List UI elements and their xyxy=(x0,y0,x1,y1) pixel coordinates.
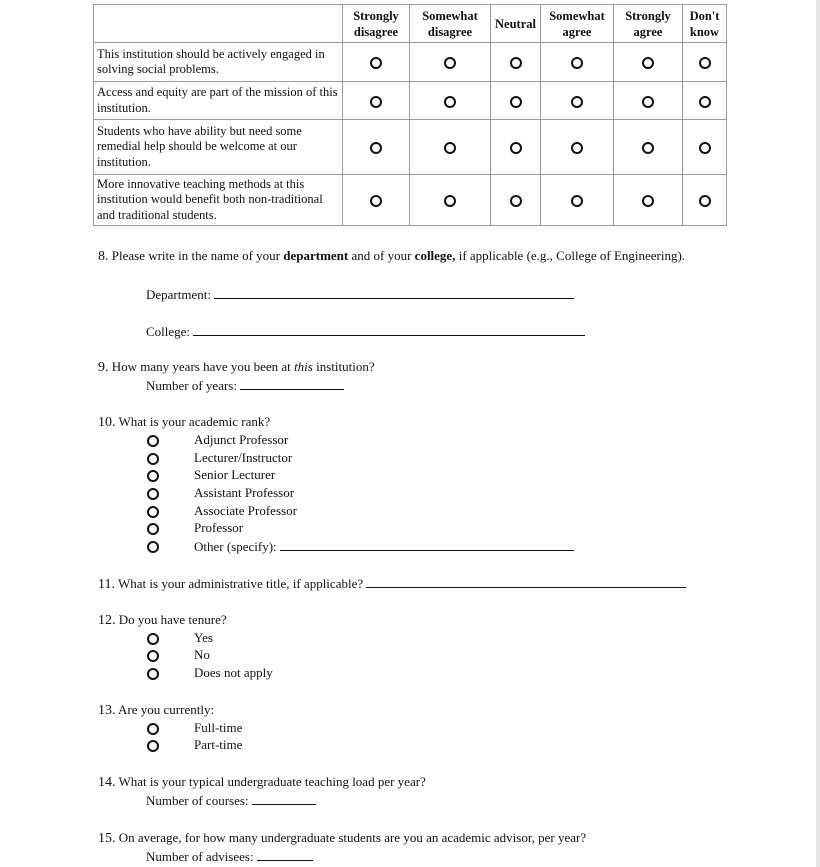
option-label: Does not apply xyxy=(194,665,273,680)
radio-strongly-disagree[interactable] xyxy=(370,142,382,154)
option-label: Assistant Professor xyxy=(194,485,295,500)
radio-neutral[interactable] xyxy=(510,195,522,207)
question-number: 14. xyxy=(98,775,116,790)
radio-button[interactable] xyxy=(147,470,159,482)
question-text: Are you currently: xyxy=(118,702,215,717)
question-10 xyxy=(98,414,270,431)
radio-button[interactable] xyxy=(147,453,159,465)
courses-label: Number of courses: xyxy=(146,793,249,808)
radio-strongly-disagree[interactable] xyxy=(370,57,382,69)
department-label: Department: xyxy=(146,287,211,302)
question-text: On average, for how many undergraduate students are you an academic advisor, per year? xyxy=(118,830,587,845)
question-number: 13. xyxy=(98,703,116,718)
question-number: 15. xyxy=(98,831,116,846)
department-input[interactable] xyxy=(214,286,574,299)
option-label: Yes xyxy=(194,630,213,645)
question-14 xyxy=(98,774,426,791)
question-text: What is your typical undergraduate teaching load per year? xyxy=(118,774,426,789)
radio-strongly-agree[interactable] xyxy=(642,57,654,69)
radio-somewhat-agree[interactable] xyxy=(571,142,583,154)
header-somewhat-agree: Somewhat agree xyxy=(541,5,614,43)
radio-somewhat-agree[interactable] xyxy=(571,96,583,108)
radio-button[interactable] xyxy=(147,523,159,535)
question-9 xyxy=(98,359,375,376)
question-number: 9. xyxy=(98,360,109,375)
likert-header-blank xyxy=(94,5,343,43)
college-input[interactable] xyxy=(193,323,585,336)
option-label: Full-time xyxy=(194,720,243,735)
radio-button[interactable] xyxy=(147,506,159,518)
radio-somewhat-agree[interactable] xyxy=(571,57,583,69)
radio-somewhat-disagree[interactable] xyxy=(444,142,456,154)
radio-neutral[interactable] xyxy=(510,142,522,154)
radio-strongly-agree[interactable] xyxy=(642,195,654,207)
option-label: Lecturer/Instructor xyxy=(194,450,293,465)
likert-row xyxy=(94,175,727,226)
radio-strongly-agree[interactable] xyxy=(642,96,654,108)
years-field-row xyxy=(146,377,344,394)
radio-strongly-agree[interactable] xyxy=(642,142,654,154)
question-8 xyxy=(98,248,685,265)
radio-button[interactable] xyxy=(147,668,159,680)
advisees-label: Number of advisees: xyxy=(146,849,254,864)
admin-title-input[interactable] xyxy=(366,575,686,588)
radio-neutral[interactable] xyxy=(510,57,522,69)
radio-neutral[interactable] xyxy=(510,96,522,108)
question-emphasis: department xyxy=(283,248,349,263)
option-label: No xyxy=(194,647,210,662)
question-text: Please write in the name of your xyxy=(111,248,284,263)
question-13 xyxy=(98,702,214,719)
advisees-input[interactable] xyxy=(257,848,313,861)
radio-dont-know[interactable] xyxy=(699,142,711,154)
question-text: if applicable (e.g., College of Engineering). xyxy=(455,248,686,263)
radio-button[interactable] xyxy=(147,488,159,500)
years-input[interactable] xyxy=(240,377,344,390)
radio-button[interactable] xyxy=(147,435,159,447)
radio-somewhat-agree[interactable] xyxy=(571,195,583,207)
radio-strongly-disagree[interactable] xyxy=(370,195,382,207)
option-label: Other (specify): xyxy=(194,539,277,554)
radio-button[interactable] xyxy=(147,740,159,752)
question-emphasis: college, xyxy=(414,248,456,263)
page-edge xyxy=(816,0,820,867)
college-field-row xyxy=(146,323,585,340)
likert-row xyxy=(94,82,727,120)
option-label: Part-time xyxy=(194,737,243,752)
option-label: Associate Professor xyxy=(194,503,297,518)
radio-somewhat-disagree[interactable] xyxy=(444,57,456,69)
question-number: 8. xyxy=(98,249,109,264)
header-neutral: Neutral xyxy=(491,5,541,43)
question-number: 11. xyxy=(98,577,115,592)
header-dont-know: Don't know xyxy=(683,5,727,43)
question-11 xyxy=(98,575,686,593)
likert-statement: This institution should be actively engaged in solving social problems. xyxy=(94,43,343,82)
question-text: and of your xyxy=(348,248,415,263)
department-field-row xyxy=(146,286,574,303)
question-text: institution? xyxy=(312,359,375,374)
option-label: Senior Lecturer xyxy=(194,467,276,482)
question-number: 10. xyxy=(98,415,116,430)
question-emphasis: this xyxy=(294,359,313,374)
courses-input[interactable] xyxy=(252,792,316,805)
radio-dont-know[interactable] xyxy=(699,96,711,108)
radio-strongly-disagree[interactable] xyxy=(370,96,382,108)
option-label: Professor xyxy=(194,520,244,535)
years-label: Number of years: xyxy=(146,378,237,393)
other-rank-input[interactable] xyxy=(280,538,574,551)
likert-row xyxy=(94,120,727,175)
likert-table xyxy=(93,4,727,226)
option-label: Adjunct Professor xyxy=(194,432,289,447)
college-label: College: xyxy=(146,324,191,339)
radio-somewhat-disagree[interactable] xyxy=(444,195,456,207)
advisees-field-row xyxy=(146,848,313,865)
likert-header-row xyxy=(94,5,727,43)
question-12 xyxy=(98,612,227,629)
question-text: What is your academic rank? xyxy=(118,414,271,429)
radio-button[interactable] xyxy=(147,650,159,662)
likert-statement: Students who have ability but need some remedial help should be welcome at our institution. xyxy=(94,120,343,175)
question-15 xyxy=(98,830,586,847)
question-text: Do you have tenure? xyxy=(118,612,227,627)
radio-somewhat-disagree[interactable] xyxy=(444,96,456,108)
question-text: How many years have you been at xyxy=(111,359,295,374)
likert-statement: Access and equity are part of the mission of this institution. xyxy=(94,82,343,120)
header-somewhat-disagree: Somewhat disagree xyxy=(410,5,491,43)
courses-field-row xyxy=(146,792,316,809)
likert-row xyxy=(94,43,727,82)
question-text: What is your administrative title, if applicable? xyxy=(118,576,364,591)
radio-button[interactable] xyxy=(147,723,159,735)
likert-statement: More innovative teaching methods at this institution would benefit both non-traditional and traditional students. xyxy=(94,175,343,226)
radio-dont-know[interactable] xyxy=(699,57,711,69)
question-number: 12. xyxy=(98,613,116,628)
radio-dont-know[interactable] xyxy=(699,195,711,207)
header-strongly-disagree: Strongly disagree xyxy=(343,5,410,43)
radio-button[interactable] xyxy=(147,541,159,553)
header-strongly-agree: Strongly agree xyxy=(614,5,683,43)
radio-button[interactable] xyxy=(147,633,159,645)
